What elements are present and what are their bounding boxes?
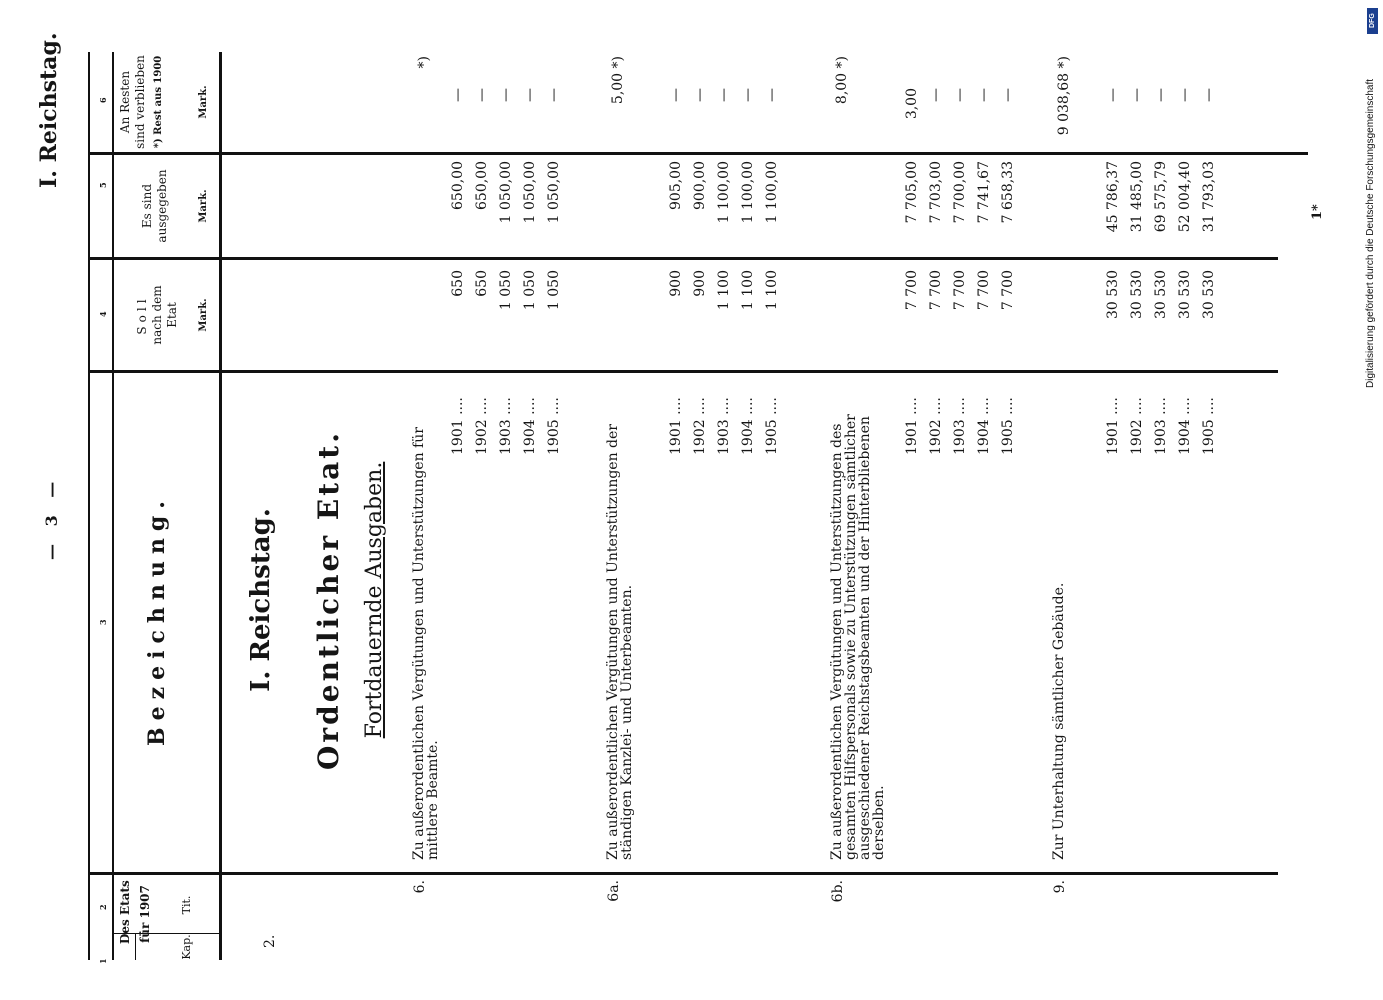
titel-number: 6. bbox=[412, 880, 428, 894]
entry-year: 1905 .... bbox=[1000, 397, 1016, 455]
heading-reichstag: I. Reichstag. bbox=[246, 508, 276, 692]
entry-description: Zu außerordentlichen Vergütungen und Unterstützungen der ständigen Kanzlei- und Unterbeamten. bbox=[605, 424, 635, 860]
entry-year: 1903 .... bbox=[1153, 397, 1169, 455]
entry-ausgegeben: 1 050,00 bbox=[546, 161, 562, 224]
col6-header-line2: sind verblieben bbox=[133, 55, 147, 149]
entry-year: 1903 .... bbox=[716, 397, 732, 455]
entry-ausgegeben: 7 700,00 bbox=[952, 161, 968, 224]
entry-description: Zu außerordentlichen Vergütungen und Unterstützungen für mittlere Beamte. bbox=[411, 427, 441, 860]
entry-soll: 30 530 bbox=[1177, 270, 1193, 319]
rule-col3-col4 bbox=[88, 370, 1278, 373]
entry-rest: — bbox=[522, 88, 538, 102]
col6-unit: Mark. bbox=[198, 85, 209, 119]
entry-rest: — bbox=[450, 88, 466, 102]
kapitel-number: 2. bbox=[262, 934, 278, 948]
entry-rest: — bbox=[1177, 88, 1193, 102]
entry-ausgegeben: 900,00 bbox=[692, 161, 708, 210]
entry-ausgegeben: 1 100,00 bbox=[716, 161, 732, 224]
rule-col4-col5 bbox=[88, 257, 1278, 260]
col4-header-line2: nach dem bbox=[150, 285, 164, 345]
entry-rest: — bbox=[764, 88, 780, 102]
col12-header-line2: für 1907 bbox=[138, 885, 152, 943]
running-head: I. Reichstag. bbox=[36, 32, 62, 188]
entry-ausgegeben: 52 004,40 bbox=[1177, 161, 1193, 233]
entry-soll: 1 050 bbox=[498, 270, 514, 311]
rule-col2-col3 bbox=[88, 872, 1278, 875]
entry-soll: 30 530 bbox=[1201, 270, 1217, 319]
entry-soll: 7 700 bbox=[1000, 270, 1016, 311]
entry-ausgegeben: 1 050,00 bbox=[498, 161, 514, 224]
entry-ausgegeben: 7 658,33 bbox=[1000, 161, 1016, 224]
entry-remark: *) bbox=[416, 56, 432, 69]
col5-unit: Mark. bbox=[198, 189, 209, 223]
col6-header-note: *) Rest aus 1900 bbox=[153, 55, 164, 149]
entry-year: 1903 .... bbox=[498, 397, 514, 455]
entry-description: Zu außerordentlichen Vergütungen und Unterstützungen des gesamten Hilfspersonals sowie zu Unterstützungen sämtlicher ausgeschiedener Reichstagsbeamten und der Hinterbliebenen derselben. bbox=[829, 414, 887, 860]
entry-ausgegeben: 7 741,67 bbox=[976, 161, 992, 224]
entry-year: 1901 .... bbox=[450, 397, 466, 455]
titel-number: 6b. bbox=[830, 880, 846, 903]
entry-rest: — bbox=[976, 88, 992, 102]
entry-soll: 900 bbox=[692, 270, 708, 297]
entry-ausgegeben: 31 485,00 bbox=[1129, 161, 1145, 233]
table-top-rule bbox=[88, 52, 90, 960]
titel-number: 6a. bbox=[606, 880, 622, 902]
entry-year: 1901 .... bbox=[668, 397, 684, 455]
col-number-6: 6 bbox=[98, 97, 108, 103]
entry-rest: — bbox=[1201, 88, 1217, 102]
entry-year: 1903 .... bbox=[952, 397, 968, 455]
entry-soll: 7 700 bbox=[952, 270, 968, 311]
entry-rest: — bbox=[952, 88, 968, 102]
col-number-4: 4 bbox=[98, 311, 108, 317]
entry-year: 1901 .... bbox=[1105, 397, 1121, 455]
entry-soll: 30 530 bbox=[1153, 270, 1169, 319]
entry-ausgegeben: 1 100,00 bbox=[740, 161, 756, 224]
entry-year: 1902 .... bbox=[1129, 397, 1145, 455]
kap-top-rule bbox=[135, 934, 136, 960]
col2-header: Tit. bbox=[180, 895, 193, 915]
entry-rest: — bbox=[1105, 88, 1121, 102]
signature-mark: 1* bbox=[1310, 204, 1325, 220]
entry-year: 1902 .... bbox=[692, 397, 708, 455]
entry-soll: 7 700 bbox=[928, 270, 944, 311]
col12-header-line1: Des Etats bbox=[118, 880, 132, 944]
entry-ausgegeben: 7 703,00 bbox=[928, 161, 944, 224]
entry-year: 1904 .... bbox=[740, 397, 756, 455]
entry-remark: 9 038,68 *) bbox=[1056, 56, 1072, 136]
entry-rest: — bbox=[474, 88, 490, 102]
col5-header-line2: ausgegeben bbox=[155, 169, 169, 243]
heading-fortdauernde-ausgaben: Fortdauernde Ausgaben. bbox=[362, 461, 387, 739]
heading-ordentlicher-etat: Ordentlicher Etat. bbox=[312, 430, 345, 770]
entry-soll: 1 050 bbox=[522, 270, 538, 311]
column-number-rule bbox=[112, 52, 114, 960]
col-number-2: 2 bbox=[98, 904, 108, 910]
entry-rest: — bbox=[668, 88, 684, 102]
entry-ausgegeben: 905,00 bbox=[668, 161, 684, 210]
entry-soll: 1 100 bbox=[764, 270, 780, 311]
col6-header-line1: An Resten bbox=[118, 70, 132, 134]
page-number: — 3 — bbox=[42, 475, 61, 560]
entry-ausgegeben: 650,00 bbox=[450, 161, 466, 210]
entry-rest: — bbox=[546, 88, 562, 102]
entry-year: 1904 .... bbox=[1177, 397, 1193, 455]
entry-ausgegeben: 1 050,00 bbox=[522, 161, 538, 224]
titel-number: 9. bbox=[1052, 880, 1068, 894]
col3-header: Bezeichnung. bbox=[144, 494, 170, 746]
entry-soll: 30 530 bbox=[1105, 270, 1121, 319]
entry-rest: — bbox=[692, 88, 708, 102]
entry-soll: 1 050 bbox=[546, 270, 562, 311]
entry-soll: 1 100 bbox=[716, 270, 732, 311]
entry-year: 1904 .... bbox=[976, 397, 992, 455]
col-number-5: 5 bbox=[98, 182, 108, 188]
entry-soll: 30 530 bbox=[1129, 270, 1145, 319]
entry-soll: 650 bbox=[474, 270, 490, 297]
entry-rest: — bbox=[1153, 88, 1169, 102]
entry-rest: — bbox=[498, 88, 514, 102]
entry-year: 1905 .... bbox=[764, 397, 780, 455]
entry-ausgegeben: 650,00 bbox=[474, 161, 490, 210]
dfg-logo: DFG bbox=[1367, 8, 1378, 34]
entry-rest: — bbox=[1000, 88, 1016, 102]
entry-year: 1902 .... bbox=[474, 397, 490, 455]
entry-soll: 7 700 bbox=[976, 270, 992, 311]
entry-year: 1905 .... bbox=[1201, 397, 1217, 455]
entry-remark: 8,00 *) bbox=[834, 56, 850, 105]
entry-year: 1905 .... bbox=[546, 397, 562, 455]
entry-ausgegeben: 69 575,79 bbox=[1153, 161, 1169, 233]
entry-description: Zur Unterhaltung sämtlicher Gebäude. bbox=[1051, 582, 1067, 860]
col-number-3: 3 bbox=[98, 619, 108, 625]
entry-year: 1904 .... bbox=[522, 397, 538, 455]
entry-soll: 1 100 bbox=[740, 270, 756, 311]
header-bottom-rule bbox=[219, 52, 222, 960]
entry-remark: 5,00 *) bbox=[610, 56, 626, 105]
entry-rest: — bbox=[928, 88, 944, 102]
col4-unit: Mark. bbox=[198, 298, 209, 332]
entry-soll: 900 bbox=[668, 270, 684, 297]
entry-ausgegeben: 31 793,03 bbox=[1201, 161, 1217, 233]
entry-soll: 650 bbox=[450, 270, 466, 297]
entry-year: 1901 .... bbox=[904, 397, 920, 455]
entry-year: 1902 .... bbox=[928, 397, 944, 455]
col4-header-line3: Etat bbox=[165, 302, 179, 328]
entry-rest: — bbox=[1129, 88, 1145, 102]
entry-rest: 3,00 bbox=[904, 88, 920, 120]
col4-header-line1: Soll bbox=[135, 295, 149, 335]
entry-rest: — bbox=[716, 88, 732, 102]
entry-soll: 7 700 bbox=[904, 270, 920, 311]
digitization-note: Digitalisierung gefördert durch die Deutsche Forschungsgemeinschaft bbox=[1365, 78, 1376, 388]
entry-rest: — bbox=[740, 88, 756, 102]
rule-col5-col6 bbox=[88, 152, 1308, 155]
entry-ausgegeben: 45 786,37 bbox=[1105, 161, 1121, 233]
entry-ausgegeben: 7 705,00 bbox=[904, 161, 920, 224]
col-number-1: 1 bbox=[98, 958, 108, 964]
entry-ausgegeben: 1 100,00 bbox=[764, 161, 780, 224]
col5-header-line1: Es sind bbox=[140, 183, 154, 229]
col1-header: Kap. bbox=[180, 934, 193, 960]
